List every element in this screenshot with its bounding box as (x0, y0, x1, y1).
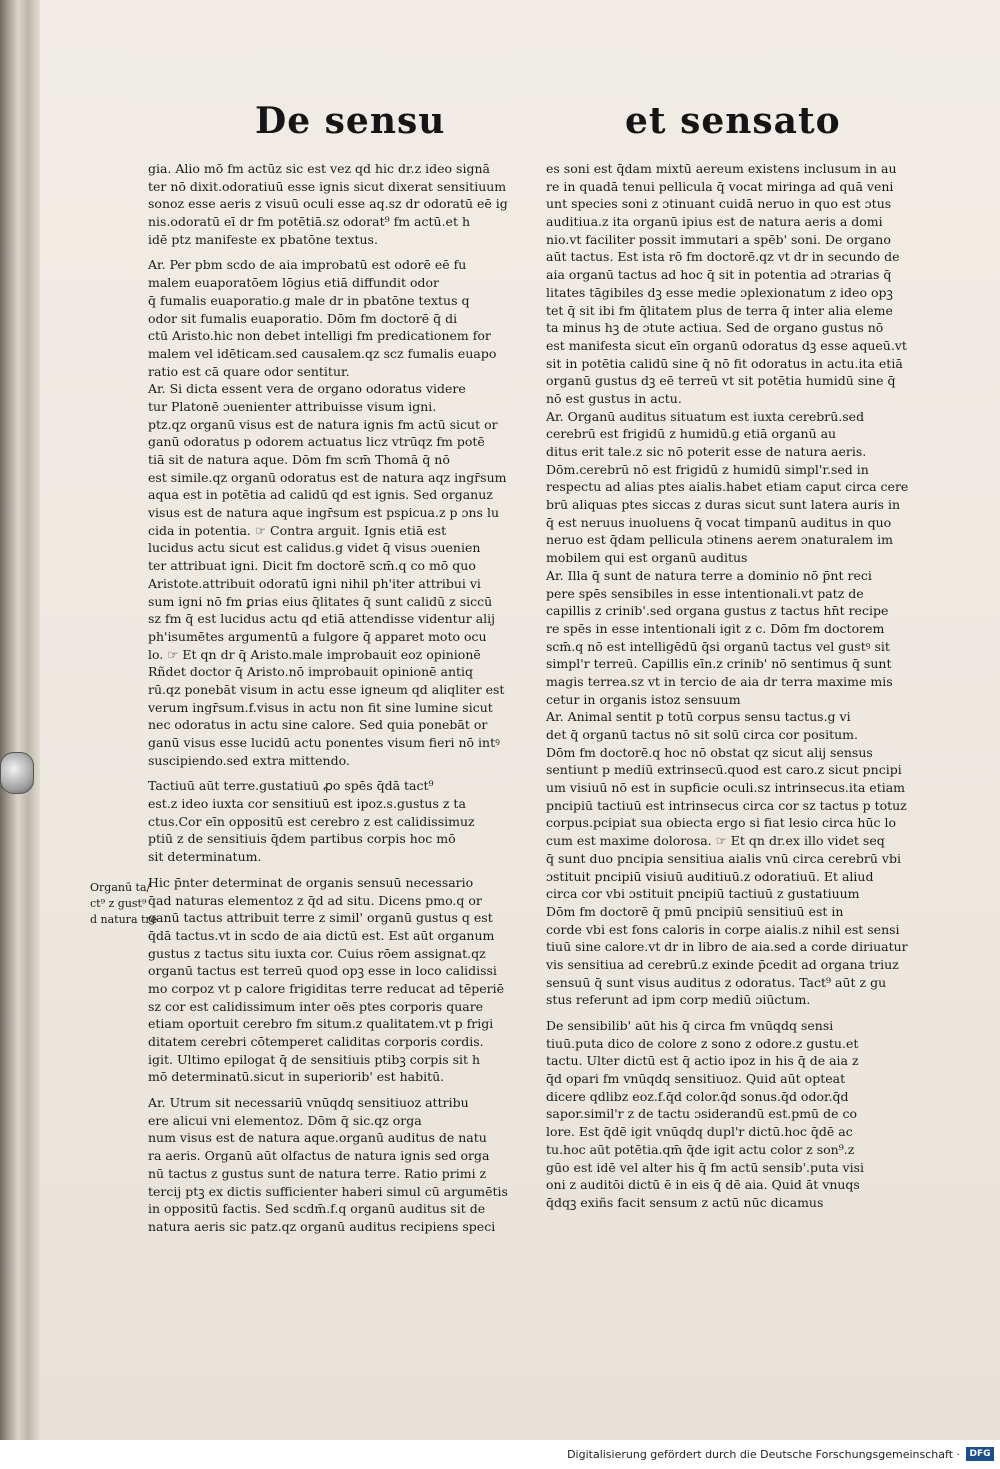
text-line: sentiunt p mediū extrinsecū.quod est caro.z sicut pncipi (546, 762, 902, 778)
text-line: lo. ☞ Et qn dr q̄ Aristo.male improbauit eoz opinionē (148, 646, 481, 662)
text-line: q̄d opari fm vnūqdq sensitiuoz. Quid aūt opteat (546, 1071, 846, 1087)
text-line: Ar. Animal sentit p totū corpus sensu tactus.g vi (546, 709, 851, 725)
text-line: re spēs in esse intentionali igit z c. Dōm fm doctorem (546, 620, 885, 636)
text-line: igit. Ultimo epilogat q̄ de sensitiuis ptibꝫ corpis sit h (148, 1051, 481, 1067)
text-line: litates tāgibiles dꝫ esse medie ɔplexionatum z ideo opꝫ (546, 284, 893, 300)
text-line: ganū visus esse lucidū actu ponentes visum fieri nō intꝰ (148, 735, 500, 750)
text-line: est.z ideo iuxta cor sensitiuū est ipoz.s.gustus z ta (148, 796, 466, 812)
paragraph-gap (148, 769, 533, 777)
text-line: Ar. Si dicta essent vera de organo odoratus videre (148, 381, 466, 397)
text-line: natura aeris sic patz.qz organū auditus recipiens speci (148, 1218, 496, 1234)
text-line: pere spēs sensibiles in esse intentionali.vt patz de (546, 585, 864, 601)
text-line: ter attribuat igni. Dicit fm doctorē scm̄.q co mō quo (148, 558, 476, 574)
text-line: Ar. Illa q̄ sunt de natura terre a dominio nō p̄nt reci (546, 567, 872, 583)
text-line: ganū tactus attribuit terre z simil' organū gustus q est (148, 910, 493, 926)
margin-note-line: Organū ta/ (90, 881, 151, 894)
text-line: unt species soni z ɔtinuant cuidā neruo in quo est ɔtus (546, 196, 892, 212)
text-line: sapor.simil'r z de tactu ɔsiderandū est.pmū de co (546, 1106, 857, 1122)
text-line: circa cor vbi ɔstituit pncipiū tactiuū z gustatiuum (546, 886, 860, 902)
text-line: brū aliquas ptes siccas z duras sicut sunt latera auris in (546, 497, 900, 513)
text-line: q̄ est neruus inuoluens q̄ vocat timpanū auditus in quo (546, 514, 892, 530)
text-line: mobilem qui est organū auditus (546, 550, 748, 566)
text-line: re in quadā tenui pellicula q̄ vocat miringa ad quā veni (546, 178, 894, 194)
text-line: Tactiuū aūt terre.gustatiuū ꝓo spēs q̄dā tact⁹ (148, 778, 434, 794)
text-line: um visiuū nō est in supficie oculi.sz intrinsecus.ita etiam (546, 780, 906, 796)
dfg-logo: DFG (966, 1447, 994, 1461)
text-line: etiam oportuit cerebro fm situm.z qualitatem.vt p frigi (148, 1016, 494, 1032)
text-line: nio.vt faciliter possit immutari a spēb' soni. De organo (546, 231, 891, 247)
text-line: magis terrea.sz vt in tercio de aia dr terra maxime mis (546, 673, 893, 689)
text-line: aqua est in potētia ad calidū qd est ignis. Sed organuz (148, 487, 493, 503)
text-line: gia. Alio mō fm actūz sic est vez qd hic dr.z ideo signā (148, 161, 490, 176)
text-line: Aristote.attribuit odoratū igni nihil ph'iter attribui vi (148, 575, 481, 591)
text-line: odor sit fumalis euaporatio. Dōm fm doctorē q̄ di (148, 310, 458, 326)
book-page-edges (0, 0, 40, 1440)
text-line: cum est maxime dolorosa. ☞ Et qn dr.ex illo videt seq (546, 833, 885, 849)
text-line: organū tactus est terreū quod opꝫ esse in loco calidissi (148, 963, 497, 979)
text-line: ere alicui vni elementoz. Dōm q̄ sic.qz orga (148, 1112, 422, 1128)
text-column-left (148, 160, 533, 1236)
text-line: q̄ad naturas elementoz z q̄d ad situ. Dicens pmo.q or (148, 892, 482, 908)
text-line: lore. Est q̄dē igit vnūqdq dupl'r dictū.hoc q̄dē ac (546, 1124, 853, 1140)
text-line: nec odoratus in actu sine calore. Sed quia ponebāt or (148, 717, 488, 733)
text-line: tiā sit de natura aque. Dōm fm scm̄ Thomā q̄ nō (148, 452, 450, 467)
footer-bar (0, 1440, 1000, 1469)
paragraph-gap (148, 1086, 533, 1094)
text-line: q̄dqꝫ exiñs facit sensum z actū nūc dicamus (546, 1194, 824, 1210)
text-line: Ar. Organū auditus situatum est iuxta cerebrū.sed (546, 408, 865, 424)
paragraph-gap (546, 1009, 921, 1017)
text-line: Dōm fm doctorē q̄ pmū pncipiū sensitiuū est in (546, 903, 844, 919)
text-line: ta minus hꝫ de ɔtute actiua. Sed de organo gustus nō (546, 320, 884, 336)
text-line: corde vbi est fons caloris in corpe aialis.z nihil est sensi (546, 921, 900, 937)
text-line: nis.odoratū eī dr fm potētiā.sz odorat⁹ fm actū.et h (148, 214, 470, 230)
text-line: ditus erit tale.z sic nō poterit esse de natura aeris. (546, 444, 867, 459)
text-line: visus est de natura aque ingr̄sum est pspicua.z p ɔns lu (148, 505, 499, 521)
running-head-right: et sensato (625, 100, 841, 142)
text-line: num visus est de natura aque.organū auditus de natu (148, 1130, 487, 1146)
text-line: ctū Aristo.hic non debet intelligi fm predicationem for (148, 328, 491, 344)
text-line: tu.hoc aūt potētia.qm̄ q̄de igit actu color z son⁹.z (546, 1141, 855, 1157)
text-line: ptz.qz organū visus est de natura ignis fm actū sicut or (148, 416, 498, 432)
text-line: sz fm q̄ est lucidus actu qd etiā attendisse videntur alij (148, 611, 496, 627)
paragraph-gap (148, 866, 533, 874)
text-line: oni z auditōi dictū ē in eis q̄ dē aia. Quid āt vnuqs (546, 1177, 860, 1193)
text-line: suscipiendo.sed extra mittendo. (148, 752, 350, 768)
text-line: sonoz esse aeris z visuū oculi esse aq.sz dr odoratū eē ig (148, 196, 508, 212)
text-line: nō est gustus in actu. (546, 390, 682, 406)
text-line: neruo est q̄dam pellicula ɔtinens aerem ɔnaturalem im (546, 532, 893, 548)
text-line: tiuū.puta dico de colore z sono z odore.z gustu.et (546, 1035, 859, 1051)
text-line: auditiua.z ita organū ipius est de natura aeris a domi (546, 214, 883, 230)
text-line: Dōm fm doctorē.q hoc nō obstat qz sicut alij sensus (546, 744, 873, 760)
funding-credit: Digitalisierung gefördert durch die Deutsche Forschungsgemeinschaft · (567, 1448, 960, 1461)
text-line: cetur in organis istoz sensuum (546, 691, 741, 707)
text-line: tercij ptꝫ ex dictis sufficienter haberi simul cū argumētis (148, 1183, 508, 1199)
text-line: rū.qz ponebāt visum in actu esse igneum qd aliqliter est (148, 681, 505, 697)
text-line: respectu ad alias ptes aialis.habet etiam caput circa cere (546, 479, 909, 495)
text-line: tactu. Ulter dictū est q̄ actio ipoz in his q̄ de aia z (546, 1053, 859, 1069)
text-line: det q̄ organū tactus nō sit solū circa cor positum. (546, 727, 858, 742)
text-line: cida in potentia. ☞ Contra arguit. Ignis etiā est (148, 522, 447, 538)
text-line: malem euaporatōem lōgius etiā diffundit odor (148, 275, 439, 291)
margin-note-line: d natura tre (90, 913, 158, 926)
text-line: aūt tactus. Est ista rō fm doctorē.qz vt dr in secundo de (546, 249, 900, 265)
text-line: sz cor est calidissimum inter oēs ptes corporis quare (148, 998, 484, 1014)
text-line: tur Platonē ɔuenienter attribuisse visum igni. (148, 398, 437, 414)
text-line: q̄ fumalis euaporatio.g male dr in pbatōne textus q (148, 292, 470, 308)
text-line: tet q̄ sit ibi fm q̄litatem plus de terra q̄ inter alia eleme (546, 302, 893, 318)
text-line: ter nō dixit.odoratiuū esse ignis sicut dixerat sensitiuum (148, 178, 507, 194)
text-line: est simile.qz organū odoratus est de natura aqz ingr̄sum (148, 469, 507, 485)
text-line: corpus.pcipiat sua obiecta ergo si fiat lesio circa hūc lo (546, 815, 897, 831)
text-line: est manifesta sicut eīn organū odoratus dꝫ esse aqueū.vt (546, 337, 907, 353)
text-line: pncipiū tactiuū est intrinsecus circa cor sz tactus p totuz (546, 797, 907, 813)
text-line: ditatem cerebri cōtemperet caliditas corporis cordis. (148, 1034, 484, 1049)
text-line: mo corpoz vt p calore frigiditas terre reducat ad tēperiē (148, 980, 504, 996)
text-line: vis sensitiua ad cerebrū.z exinde p̄cedit ad organa triuz (546, 956, 899, 972)
text-line: sit in potētia calidū sine q̄ nō fit odoratus in actu.ita etiā (546, 355, 903, 371)
text-line: dicere qdlibz eoz.f.q̄d color.q̄d sonus.q̄d odor.q̄d (546, 1088, 849, 1104)
text-line: scm̄.q nō est intelligēdū q̄si organū tactus vel gustꝰ sit (546, 638, 890, 654)
text-line: sensuū q̄ sunt visus auditus z odoratus. Tact⁹ aūt z gu (546, 974, 887, 990)
text-column-right (546, 160, 921, 1212)
running-head-left: De sensu (255, 100, 446, 142)
margin-note-line: ct⁹ z gust⁹ (90, 897, 147, 910)
text-line: capillis z crinib'.sed organa gustus z tactus hn̄t recipe (546, 603, 889, 619)
text-line: lucidus actu sicut est calidus.g videt q̄ visus ɔuenien (148, 540, 481, 556)
text-line: nū tactus z gustus sunt de natura terre. Ratio primi z (148, 1165, 487, 1181)
text-line: Rñdet doctor q̄ Aristo.nō improbauit opinionē antiq (148, 664, 474, 680)
text-line: simpl'r terreū. Capillis eīn.z crinib' nō sentimus q̄ sunt (546, 656, 892, 672)
text-line: malem vel idēticam.sed causalem.qz scz fumalis euapo (148, 345, 497, 361)
text-line: aia organū tactus ad hoc q̄ sit in potentia ad ɔtrarias q̄ (546, 267, 892, 283)
text-line: ph'isumētes argumentū a fulgore q̄ apparet moto ocu (148, 628, 487, 644)
text-line: in oppositū factis. Sed scdm̄.f.q organū auditus sit de (148, 1201, 486, 1217)
text-line: ɔstituit pncipiū visiuū auditiuū.z odoratiuū. Et aliud (546, 868, 874, 884)
text-line: cerebrū est frigidū z humidū.g etiā organū au (546, 426, 837, 442)
text-line: tiuū sine calore.vt dr in libro de aia.sed a corde diriuatur (546, 939, 908, 955)
text-line: ratio est cā quare odor sentitur. (148, 363, 350, 379)
text-line: ganū odoratus p odorem actuatus licz vtrūqz fm potē (148, 434, 485, 450)
text-line: De sensibilib' aūt his q̄ circa fm vnūqdq sensi (546, 1018, 834, 1033)
text-line: gūo est idē vel alter his q̄ fm actū sensib'.puta visi (546, 1159, 865, 1175)
text-line: ctus.Cor eīn oppositū est cerebro z est calidissimuz (148, 813, 475, 829)
text-line: Dōm.cerebrū nō est frigidū z humidū simpl'r.sed in (546, 461, 869, 477)
page-clip (0, 752, 34, 794)
text-line: ptiū z de sensitiuis q̄dem partibus corpis hoc mō (148, 831, 456, 847)
text-line: Ar. Utrum sit necessariū vnūqdq sensitiuoz attribu (148, 1095, 469, 1111)
text-line: es soni est q̄dam mixtū aereum existens inclusum in au (546, 161, 897, 176)
text-line: Ar. Per pbm scdo de aia improbatū est odorē eē fu (148, 257, 467, 273)
text-line: organū gustus dꝫ eē terreū vt sit potētia humidū sine q̄ (546, 373, 896, 389)
text-line: Hic p̄nter determinat de organis sensuū necessario (148, 874, 474, 890)
paragraph-gap (148, 248, 533, 256)
text-line: stus referunt ad ipm corp mediū ɔiūctum. (546, 992, 811, 1008)
text-line: sum igni nō fm ꝑrias eius q̄litates q̄ sunt calidū z siccū (148, 593, 493, 609)
text-line: sit determinatum. (148, 849, 262, 865)
text-line: mō determinatū.sicut in superiorib' est habitū. (148, 1069, 445, 1085)
text-line: gustus z tactus situ iuxta cor. Cuius rōem assignat.qz (148, 945, 486, 961)
text-line: q̄ sunt duo pncipia sensitiua aialis vnū circa cerebrū vbi (546, 850, 901, 866)
text-line: q̄dā tactus.vt in scdo de aia dictū est. Est aūt organum (148, 927, 495, 943)
text-line: idē ptz manifeste ex pbatōne textus. (148, 231, 378, 247)
text-line: verum ingr̄sum.f.visus in actu non fit sine lumine sicut (148, 699, 493, 715)
text-line: ra aeris. Organū aūt olfactus de natura ignis sed orga (148, 1148, 490, 1164)
